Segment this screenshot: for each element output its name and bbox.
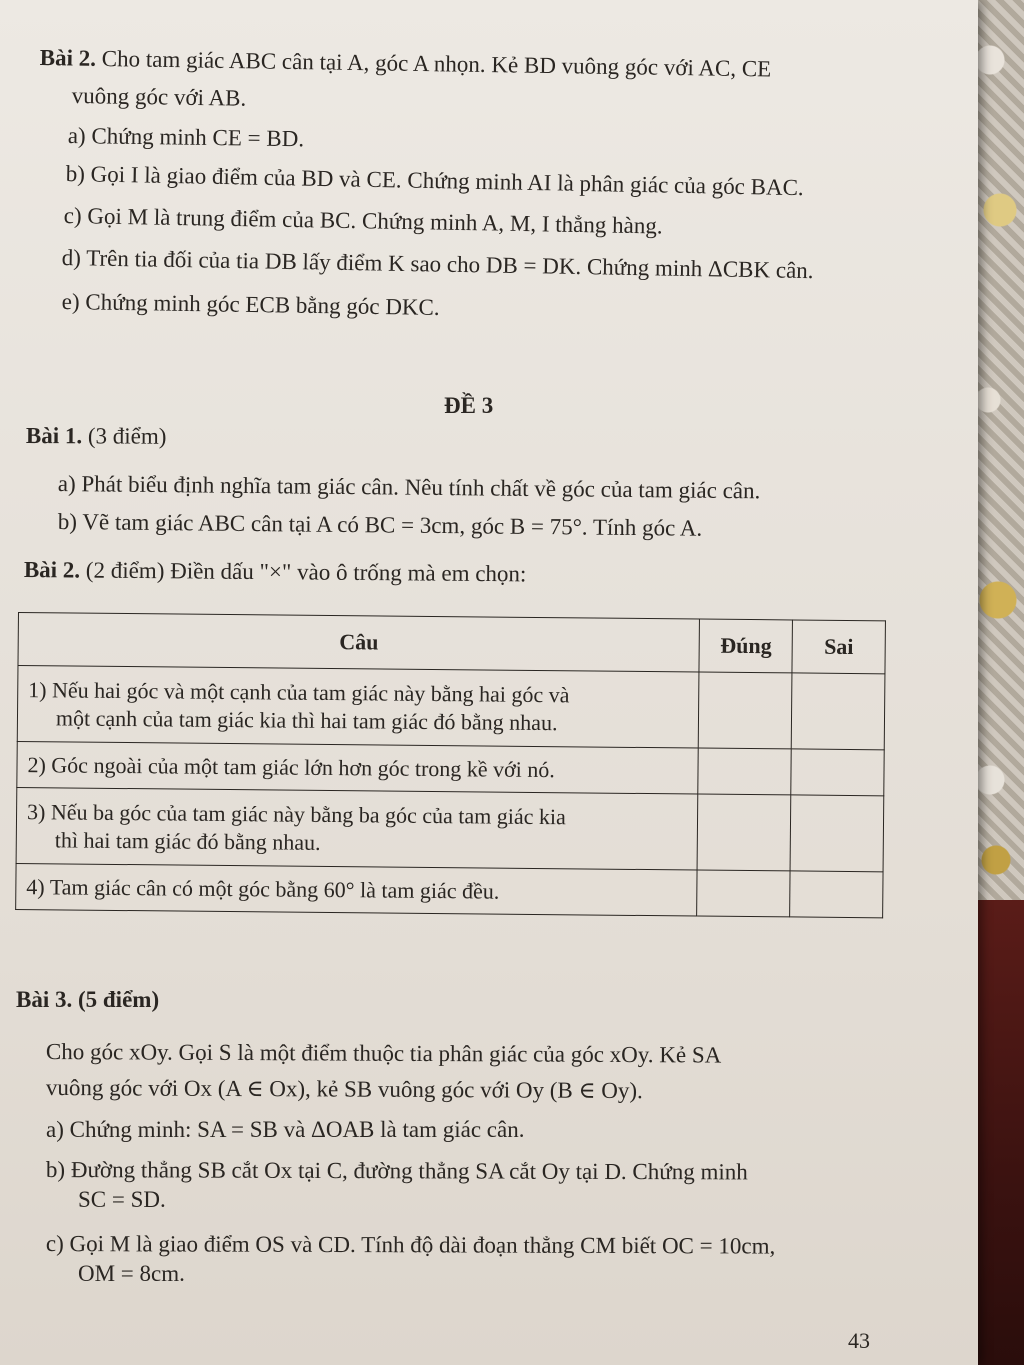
bai2-intro-text: Cho tam giác ABC cân tại A, góc A nhọn. Kẻ BD vuông góc với AC, CE xyxy=(101,45,772,82)
bai3-intro-line1: Cho góc xOy. Gọi S là một điểm thuộc tia phân giác của góc xOy. Kẻ SA xyxy=(45,1039,722,1068)
page-number: 43 xyxy=(848,1328,870,1353)
bai2-title: Bài 2. xyxy=(39,44,97,71)
statement-line1: 1) Nếu hai góc và một cạnh của tam giác này bằng hai góc và xyxy=(28,676,570,707)
answer-false-cell[interactable] xyxy=(790,795,883,872)
answer-false-cell[interactable] xyxy=(790,871,883,918)
bai1-item-b: b) Vẽ tam giác ABC cân tại A có BC = 3cm, góc B = 75°. Tính góc A. xyxy=(57,508,703,541)
header-false: Sai xyxy=(792,620,885,674)
table-row xyxy=(17,741,884,795)
statement-line2: thì hai tam giác đó bằng nhau. xyxy=(54,826,321,855)
bai3-intro-line2: vuông góc với Ox (A ∈ Ox), kẻ SB vuông góc với Oy (B ∈ Oy). xyxy=(45,1075,643,1104)
bai1-item-a: a) Phát biểu định nghĩa tam giác cân. Nêu tính chất về góc của tam giác cân. xyxy=(57,470,761,504)
bai1-points: (3 điểm) xyxy=(87,423,167,449)
bai2-item-a: a) Chứng minh CE = BD. xyxy=(67,122,305,152)
bai3-title: Bài 3. xyxy=(16,987,73,1012)
header-true: Đúng xyxy=(699,619,792,673)
de3-bai2-title: Bài 2. xyxy=(23,556,81,583)
bai3-heading xyxy=(16,986,159,1014)
de3-bai2-instruction: (2 điểm) Điền dấu "×" vào ô trống mà em chọn: xyxy=(85,557,527,587)
answer-false-cell[interactable] xyxy=(791,673,884,750)
bai1-heading xyxy=(26,422,167,451)
bai3-item-c-line2: OM = 8cm. xyxy=(78,1261,185,1286)
statement-line1: 2) Góc ngoài của một tam giác lớn hơn góc trong kề với nó. xyxy=(27,751,555,782)
bai2-item-e: e) Chứng minh góc ECB bằng góc DKC. xyxy=(61,288,440,320)
true-false-table xyxy=(15,612,886,918)
answer-true-cell[interactable] xyxy=(697,870,790,917)
bai2-item-d: d) Trên tia đối của tia DB lấy điểm K sao cho DB = DK. Chứng minh ΔCBK cân. xyxy=(61,244,814,284)
bai1-title: Bài 1. xyxy=(25,423,83,449)
bai3-item-a: a) Chứng minh: SA = SB và ΔOAB là tam giác cân. xyxy=(46,1117,525,1142)
statement-cell xyxy=(17,741,699,794)
bai3-item-b-line2: SC = SD. xyxy=(78,1187,166,1212)
answer-false-cell[interactable] xyxy=(791,749,884,796)
answer-true-cell[interactable] xyxy=(697,794,791,871)
bai2-intro-line2: vuông góc với AB. xyxy=(71,82,247,111)
statement-line1: 4) Tam giác cân có một góc bằng 60° là tam giác đều. xyxy=(26,873,500,904)
statement-line1: 3) Nếu ba góc của tam giác này bằng ba góc của tam giác kia xyxy=(26,798,566,829)
table-row xyxy=(16,787,884,871)
answer-true-cell[interactable] xyxy=(699,672,793,749)
table-header-row xyxy=(18,613,885,674)
exam-heading: ĐỀ 3 xyxy=(444,393,494,418)
de3-bai2-heading xyxy=(24,556,527,588)
bai2-intro-line1 xyxy=(40,44,772,83)
statement-cell xyxy=(16,863,698,916)
header-question: Câu xyxy=(18,613,700,673)
table-row xyxy=(16,863,883,917)
bai3-item-c-line1: c) Gọi M là giao điểm OS và CD. Tính độ dài đoạn thẳng CM biết OC = 10cm, xyxy=(45,1231,776,1259)
statement-cell xyxy=(17,666,699,749)
bai3-item-b-line1: b) Đường thẳng SB cắt Ox tại C, đường thẳng SA cắt Oy tại D. Chứng minh xyxy=(45,1157,748,1185)
statement-line2: một cạnh của tam giác kia thì hai tam giác đó bằng nhau. xyxy=(55,704,558,735)
statement-cell xyxy=(16,787,698,870)
table-row xyxy=(17,666,885,750)
bai2-item-c: c) Gọi M là trung điểm của BC. Chứng minh A, M, I thẳng hàng. xyxy=(63,202,663,239)
bai3-points: (5 điểm) xyxy=(77,987,160,1012)
bai2-item-b: b) Gọi I là giao điểm của BD và CE. Chứng minh AI là phân giác của góc BAC. xyxy=(65,160,804,201)
answer-true-cell[interactable] xyxy=(698,748,791,795)
